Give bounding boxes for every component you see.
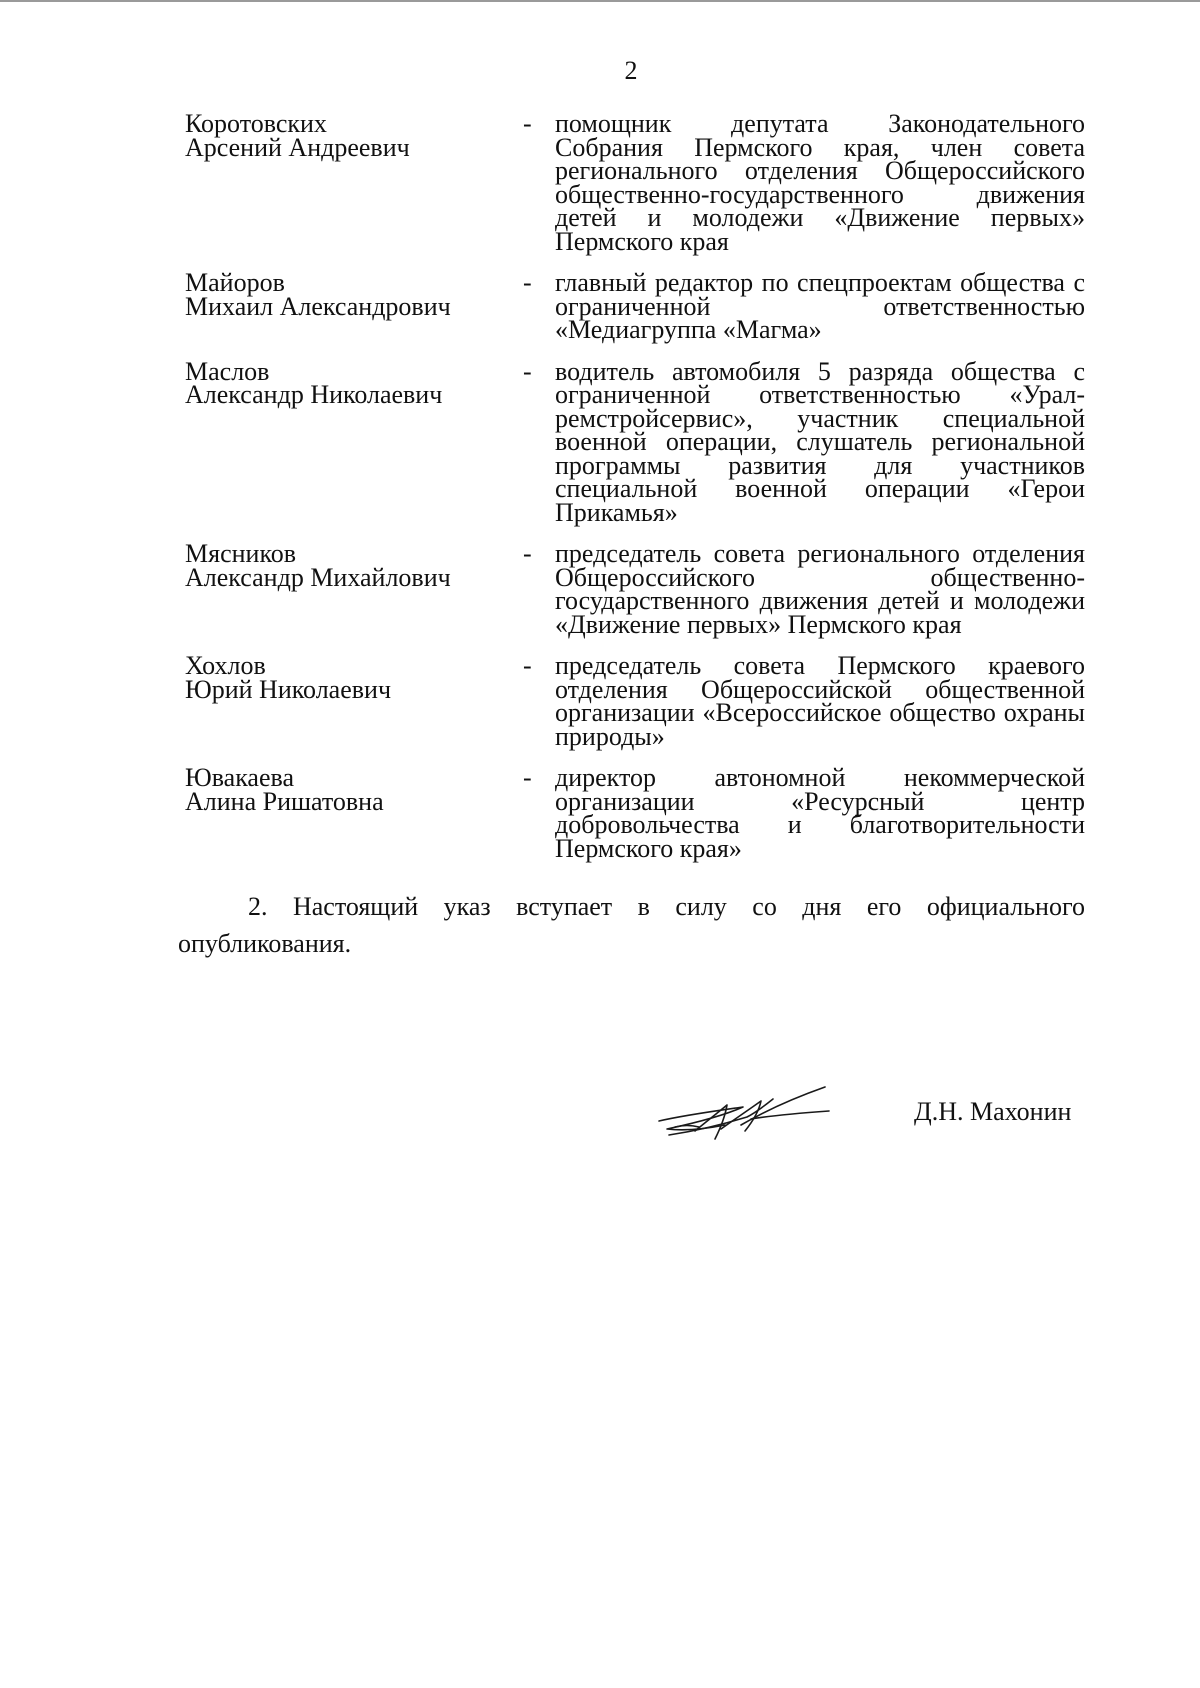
member-dash: - — [523, 539, 532, 568]
member-dash: - — [523, 109, 532, 138]
page-top-edge — [0, 0, 1200, 2]
member-surname: Майоров — [185, 268, 285, 297]
members-list — [185, 109, 1085, 878]
member-entry — [185, 651, 1085, 751]
member-surname: Коротовских — [185, 109, 327, 138]
page-number: 2 — [624, 56, 638, 85]
member-given-names: Арсений Андреевич — [185, 132, 410, 162]
member-position: помощник депутата Законодательного Собрания Пермского края, член совета регионального отделения Общероссийского общественно-государственного движения детей и молодежи «Движение первых» Пермского края — [555, 109, 1085, 256]
member-name — [185, 356, 523, 409]
member-given-names: Александр Николаевич — [185, 380, 443, 409]
member-entry — [185, 356, 1085, 527]
member-entry — [185, 763, 1085, 863]
member-surname: Ювакаева — [185, 763, 294, 792]
member-surname: Маслов — [185, 356, 270, 386]
member-position: директор автономной некоммерческой организации «Ресурсный центр добровольчества и благотворительности Пермского края» — [555, 763, 1085, 863]
member-position: главный редактор по спецпроектам общества с ограниченной ответственностью «Медиагруппа «Магма» — [555, 268, 1085, 344]
member-name — [185, 109, 523, 162]
member-position: председатель совета регионального отделения Общероссийского общественно-государственного движения детей и молодежи «Движение первых» Пермского края — [555, 539, 1085, 639]
member-surname: Хохлов — [185, 651, 266, 680]
member-surname: Мясников — [185, 539, 297, 568]
member-given-names: Алина Ришатовна — [185, 786, 384, 816]
member-given-names: Михаил Александрович — [185, 291, 451, 321]
member-name — [185, 268, 523, 321]
member-dash: - — [523, 651, 532, 680]
member-entry — [185, 268, 1085, 344]
member-given-names: Юрий Николаевич — [185, 674, 392, 704]
member-name — [185, 763, 523, 816]
member-entry — [185, 539, 1085, 639]
member-position: председатель совета Пермского краевого отделения Общероссийской общественной организации «Всероссийское общество охраны природы» — [555, 651, 1085, 751]
member-dash: - — [523, 763, 532, 792]
member-dash: - — [523, 268, 532, 297]
decree-clause: 2. Настоящий указ вступает в силу со дня его официального опубликования. — [178, 892, 1085, 958]
handwritten-signature — [655, 1085, 835, 1145]
signer-name: Д.Н. Махонин — [914, 1097, 1072, 1126]
member-name — [185, 651, 523, 704]
member-dash: - — [523, 356, 532, 386]
member-entry — [185, 109, 1085, 256]
member-given-names: Александр Михайлович — [185, 562, 451, 592]
member-position: водитель автомобиля 5 разряда общества с ограниченной ответственностью «Урал-ремстройсервис», участник специальной военной операции, слушатель региональной программы развития для участников специальной военной операции «Герои Прикамья» — [555, 356, 1085, 527]
member-name — [185, 539, 523, 592]
